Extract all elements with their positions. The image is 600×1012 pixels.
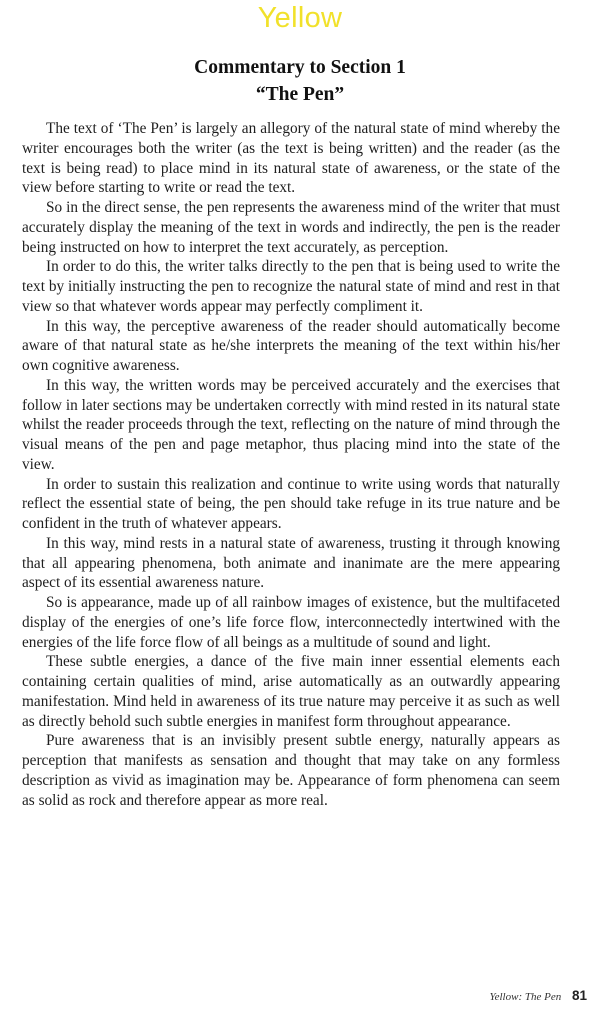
paragraph: So is appearance, made up of all rainbow images of existence, but the multifaceted display of the energies of one’s life force flow, interconnectedly intertwined with the energies of the life force flow of all beings as a multitude of sound and light.: [22, 594, 560, 651]
running-head: Yellow: The Pen: [489, 991, 562, 1003]
paragraph: Pure awareness that is an invisibly present subtle energy, naturally appears as perception that manifests as sensation and thought that may take on any formless description as vivid as imagination may be. Appearance of form phenomena can seem as solid as rock and therefore appear as more real.: [22, 732, 560, 809]
heading-line-2: “The Pen”: [255, 84, 345, 105]
heading-line-1: Commentary to Section 1: [194, 57, 406, 78]
paragraph: In order to sustain this realization and continue to write using words that naturally reflect the essential state of being, the pen should take refuge in its true nature and be confident in the truth of whatever appears.: [22, 475, 560, 532]
chapter-label: Yellow: [257, 2, 343, 34]
paragraph: In this way, the written words may be perceived accurately and the exercises that follow in later sections may be undertaken correctly with mind rested in its natural state whilst the reader proceeds through the text, reflecting on the nature of mind through the visual means of the pen and page metaphor, thus placing mind into the state of the view.: [22, 376, 560, 473]
paragraph: So in the direct sense, the pen represents the awareness mind of the writer that must accurately display the meaning of the text in words and indirectly, the pen is the reader being instructed on how to interpret the text accurately, as perception.: [22, 199, 560, 256]
body-text: [22, 119, 560, 810]
paragraph: In this way, the perceptive awareness of the reader should automatically become aware of that natural state as he/she interprets the meaning of the text within his/her own cognitive awareness.: [22, 317, 560, 374]
page-footer: [490, 988, 588, 1003]
paragraph: In this way, mind rests in a natural state of awareness, trusting it through knowing that all appearing phenomena, both animate and inanimate are the mere appearing aspect of its essential awareness nature.: [22, 534, 560, 592]
page-number: 81: [571, 988, 587, 1003]
paragraph: These subtle energies, a dance of the five main inner essential elements each containing certain qualities of mind, arise automatically as an outwardly appearing manifestation. Mind held in awareness of its true nature may perceive it as such as well as directly behold such subtle energies in manifest form throughout appearance.: [22, 653, 560, 730]
section-heading: [0, 54, 600, 108]
paragraph: In order to do this, the writer talks directly to the pen that is being used to write the text by initially instructing the pen to recognize the natural state of mind and rest in that view so that whatever words appear may perfectly compliment it.: [22, 258, 560, 315]
paragraph: The text of ‘The Pen’ is largely an allegory of the natural state of mind whereby the writer encourages both the writer (as the text is being written) and the reader (as the text is being read) to place mind in its natural state of awareness, or the state of the view before starting to write or read the text.: [22, 120, 560, 197]
